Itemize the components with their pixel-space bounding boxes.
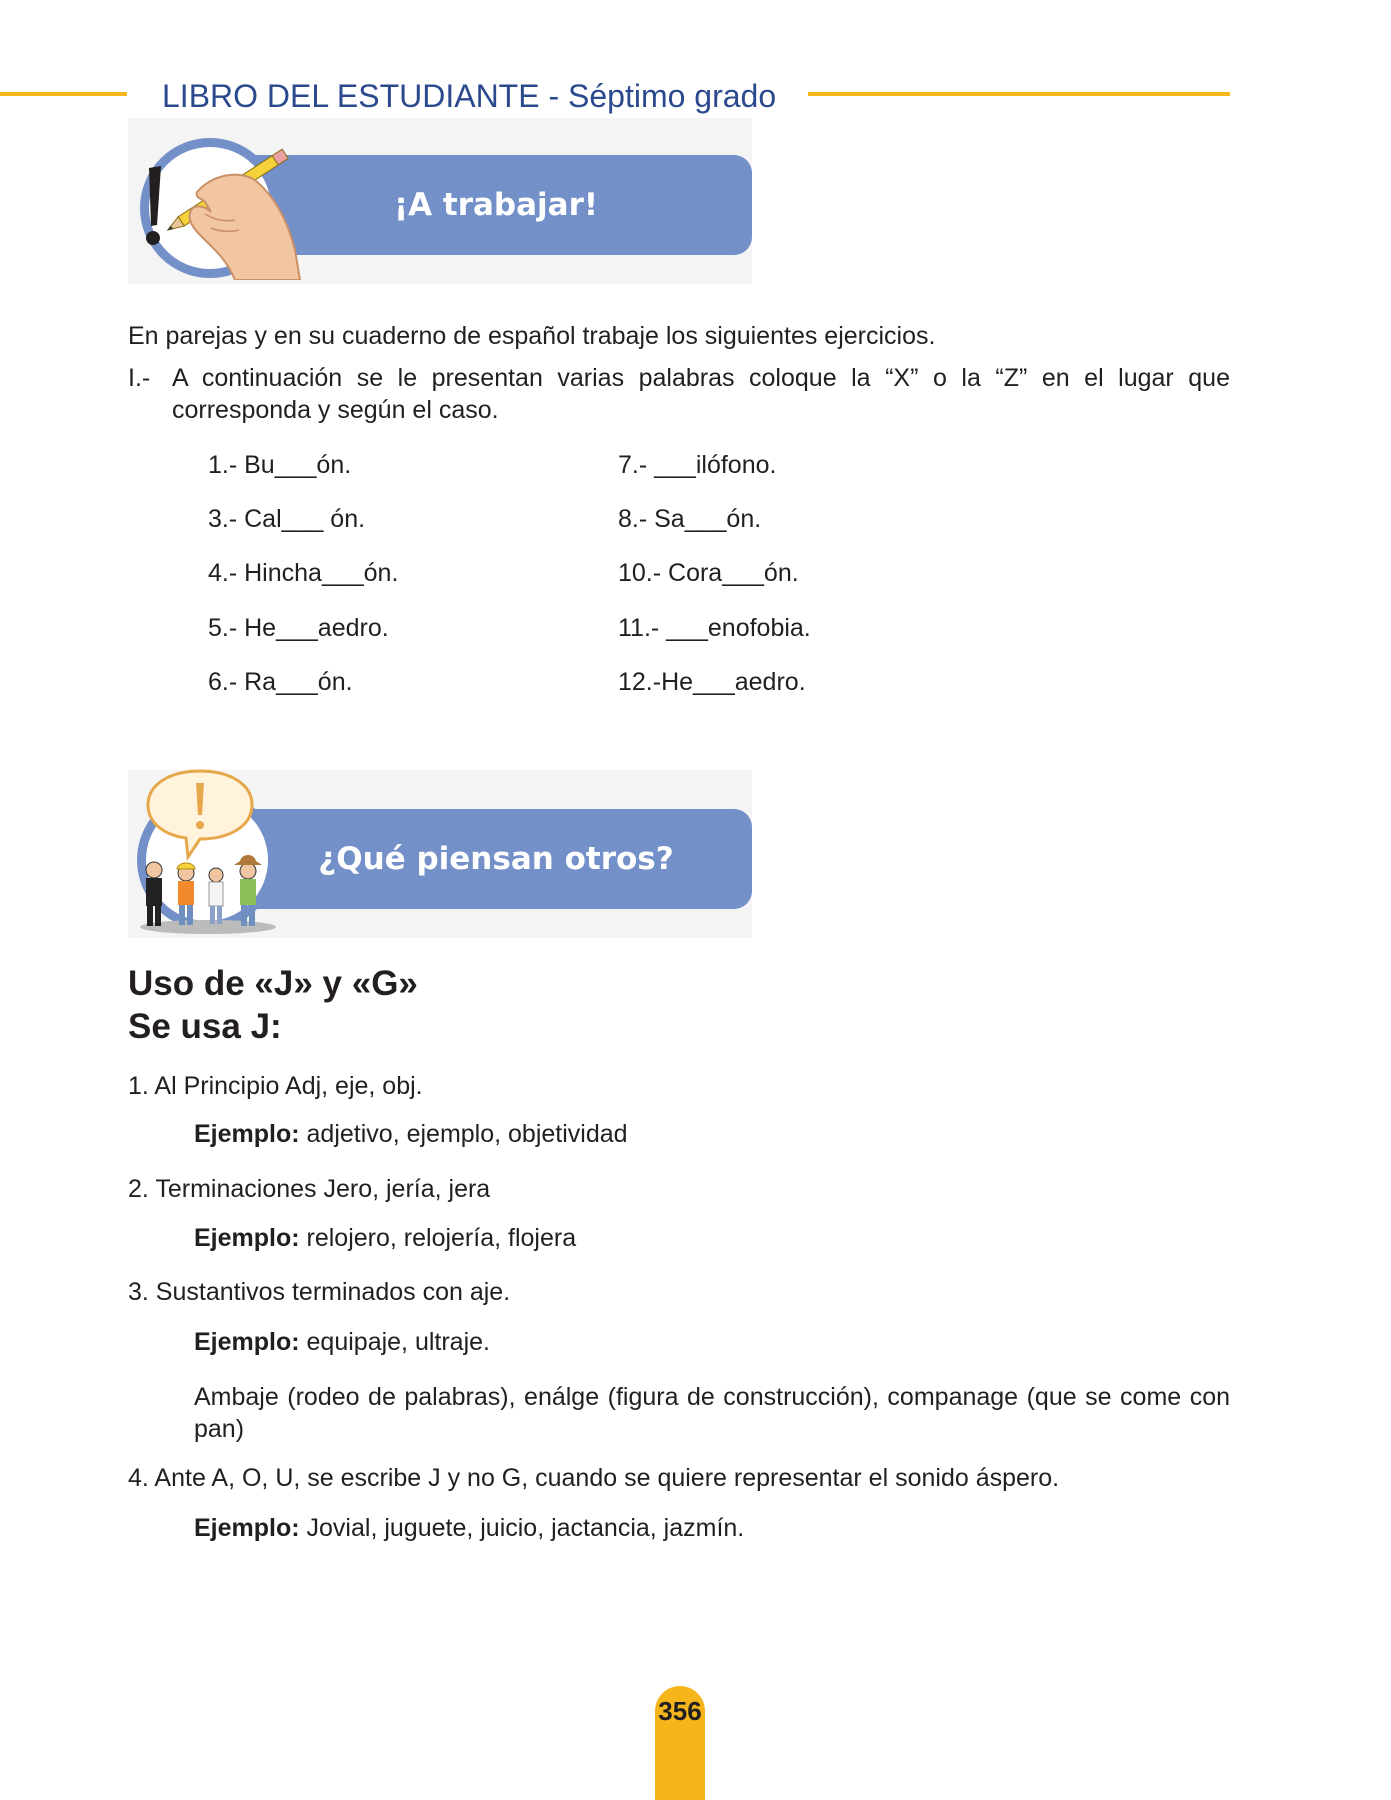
hand-pencil-icon (135, 140, 335, 280)
exercise-item: 12.-He___aedro. (618, 668, 806, 696)
rule-2-example (194, 1222, 576, 1254)
example-text: adjetivo, ejemplo, objetividad (299, 1120, 628, 1148)
banner-a-trabajar-label: ¡A trabajar! (240, 155, 752, 255)
exercise-item: 8.- Sa___ón. (618, 505, 762, 533)
rule-3: 3. Sustantivos terminados con aje. (128, 1278, 511, 1306)
rule-4-example (194, 1512, 744, 1544)
exercise-item: 7.- ___ilófono. (618, 451, 777, 479)
rule-3-example (194, 1326, 490, 1358)
rule-3-note: Ambaje (rodeo de palabras), enálge (figura de construcción), companage (que se come con pan) (194, 1383, 1230, 1443)
header-rule-right (808, 92, 1230, 96)
exercise-item: 10.- Cora___ón. (618, 559, 799, 587)
exercise-item: 11.- ___enofobia. (618, 614, 811, 642)
banner-que-piensan-otros-label: ¿Qué piensan otros? (240, 809, 752, 909)
example-label: Ejemplo: (194, 1120, 300, 1148)
example-label: Ejemplo: (194, 1224, 300, 1252)
example-label: Ejemplo: (194, 1328, 300, 1356)
exercise-item: 6.- Ra___ón. (208, 668, 353, 696)
rule-4: 4. Ante A, O, U, se escribe J y no G, cuando se quiere representar el sonido áspero. (128, 1464, 1060, 1492)
section-title-se-usa-j: Se usa J: (128, 1007, 282, 1046)
rule-1-example (194, 1118, 628, 1150)
example-text: relojero, relojería, flojera (299, 1224, 577, 1252)
exercise-item: 3.- Cal___ ón. (208, 505, 366, 533)
exercise-item: 5.- He___aedro. (208, 614, 389, 642)
instructions-item-prefix: I.- (128, 364, 151, 392)
exercise-item: 4.- Hincha___ón. (208, 559, 399, 587)
example-text: Jovial, juguete, juicio, jactancia, jazmín. (299, 1514, 745, 1542)
rule-2: 2. Terminaciones Jero, jería, jera (128, 1175, 491, 1203)
section-title-uso-j-g: Uso de «J» y «G» (128, 964, 418, 1003)
instructions-item-text: A continuación se le presentan varias palabras coloque la “X” o la “Z” en el lugar que corresponda y según el caso. (172, 364, 1230, 424)
page-number: 356 (658, 1696, 702, 1726)
instructions-intro: En parejas y en su cuaderno de español trabaje los siguientes ejercicios. (128, 322, 936, 350)
header-title: LIBRO DEL ESTUDIANTE - Séptimo grado (162, 78, 777, 114)
example-label: Ejemplo: (194, 1514, 300, 1542)
people-speech-bubble-icon (128, 765, 288, 940)
exercise-item: 1.- Bu___ón. (208, 451, 352, 479)
rule-1: 1. Al Principio Adj, eje, obj. (128, 1072, 423, 1100)
example-text: equipaje, ultraje. (299, 1328, 490, 1356)
header-rule-left (0, 92, 127, 96)
